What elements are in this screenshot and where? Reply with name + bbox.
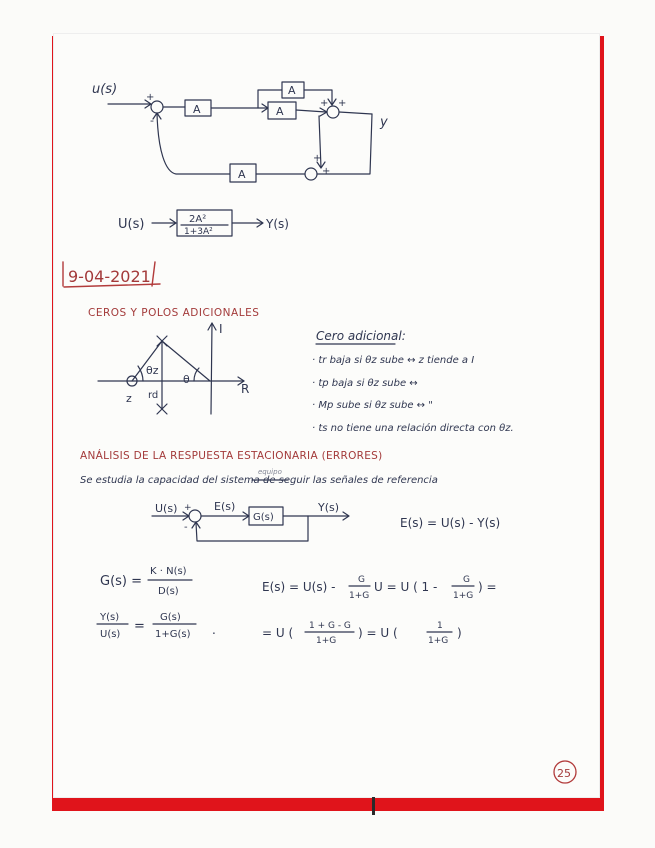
diagram1-output-label: y [380, 115, 388, 130]
real-axis-label: R [241, 382, 250, 396]
equivalent-transfer-function [118, 210, 289, 237]
block-a-1-label: A [193, 103, 201, 116]
g-denominator: D(s) [158, 586, 179, 597]
e-frac-denominator: 1+G [349, 591, 370, 601]
section-title-ceros-polos: CEROS Y POLOS ADICIONALES [88, 307, 260, 319]
e-end: ) = [478, 580, 497, 594]
yu-denominator: U(s) [100, 629, 121, 640]
theta-label: θ [183, 373, 190, 386]
formula-block [97, 566, 497, 646]
imag-axis-label: I [219, 322, 223, 336]
yu-numerator: Y(s) [100, 612, 120, 623]
error-equation: E(s) = U(s) - Y(s) [400, 516, 501, 530]
diagram2-output-label: Y(s) [318, 501, 340, 514]
sum4-plus: + [184, 503, 192, 513]
result-num1: 1 + G - G [309, 621, 351, 631]
notes-title: Cero adicional: [316, 329, 406, 343]
pole-zero-plot [98, 322, 249, 414]
page-number-badge [554, 761, 576, 783]
diagram1-input-label: u(s) [92, 82, 118, 97]
date-heading [63, 262, 160, 287]
e-lhs: E(s) = U(s) - [262, 580, 336, 594]
intro-paragraph: Se estudia la capacidad del sistema de seguir las señales de referencia [80, 475, 438, 486]
g-numerator: K · N(s) [150, 566, 187, 577]
tf-numerator: 2A² [189, 214, 207, 225]
summing-junction-3 [305, 168, 317, 180]
block-diagram-feedback [92, 82, 388, 182]
date-text: 9-04-2021 [68, 267, 151, 286]
result-den2: 1+G [428, 636, 449, 646]
sum3-plus-right: + [322, 166, 331, 177]
result-end: ) [457, 626, 462, 640]
block-a-2-label: A [276, 105, 284, 118]
theta-z-label: θz [146, 364, 159, 377]
sum4-minus: - [184, 522, 188, 533]
note-item-mp: · Mp sube si θz sube ↔ " [312, 400, 433, 411]
sum2-plus-left: + [320, 98, 329, 109]
sum1-minus: - [150, 114, 154, 127]
block-a-top-label: A [288, 84, 296, 97]
sum2-plus-top: + [338, 98, 347, 109]
block-g-label: G(s) [253, 512, 274, 523]
note-item-ts: · ts no tiene una relación directa con θz. [312, 423, 514, 434]
tf-input-label: U(s) [118, 217, 145, 232]
gg-denominator: 1+G(s) [155, 629, 191, 640]
yu-equals: = [134, 619, 145, 634]
block-diagram-unity-feedback [152, 500, 500, 541]
rd-label: rd [148, 390, 159, 401]
error-label: E(s) [214, 500, 236, 513]
block-a-feedback-label: A [238, 168, 246, 181]
section-title-respuesta-estacionaria: ANÁLISIS DE LA RESPUESTA ESTACIONARIA (ERRORES) [80, 450, 383, 462]
notes-cero-adicional [312, 329, 514, 434]
e-middle: U = U ( 1 - [374, 580, 438, 594]
result-middle: ) = U ( [358, 626, 398, 640]
page-number: 25 [557, 767, 571, 780]
struck-word: equipo [258, 468, 282, 476]
gg-numerator: G(s) [160, 612, 181, 623]
tf-denominator: 1+3A² [184, 227, 213, 237]
note-item-tp: · tp baja si θz sube ↔ [312, 378, 418, 389]
result-lhs: = U ( [262, 626, 294, 640]
g-lhs: G(s) = [100, 574, 143, 589]
sum1-plus: + [146, 92, 155, 103]
zero-label: z [126, 392, 132, 405]
note-item-tr: · tr baja si θz sube ↔ z tiende a I [312, 355, 475, 366]
e-frac-numerator: G [358, 575, 365, 585]
e-frac2-denominator: 1+G [453, 591, 474, 601]
result-den1: 1+G [316, 636, 337, 646]
sum3-plus: + [313, 153, 322, 164]
tf-output-label: Y(s) [266, 217, 289, 231]
e-frac2-numerator: G [463, 575, 470, 585]
result-num2: 1 [437, 621, 443, 631]
formula-dot: . [212, 623, 216, 637]
diagram2-input-label: U(s) [155, 502, 178, 515]
